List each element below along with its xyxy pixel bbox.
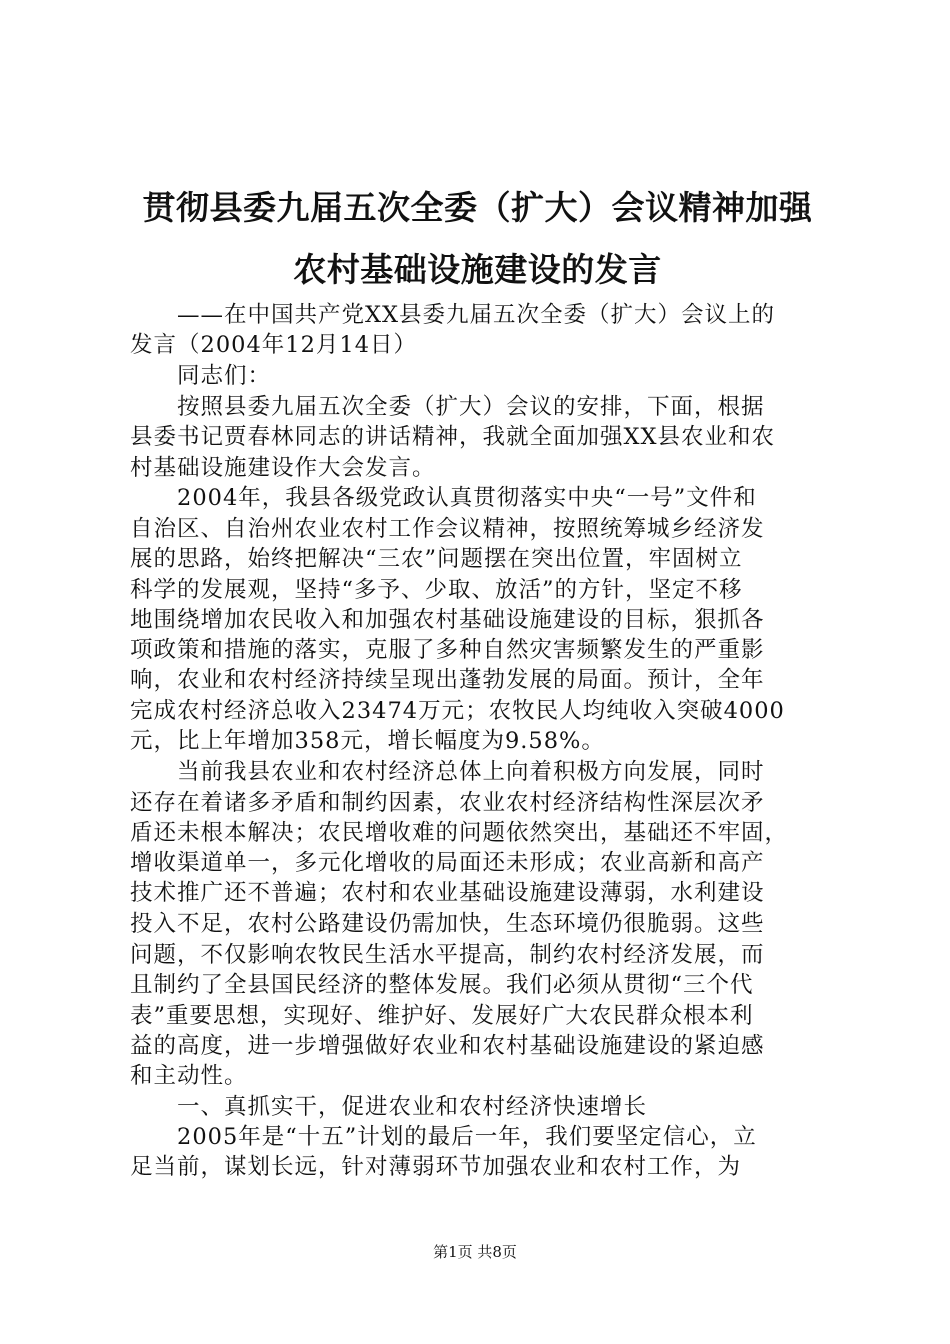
body-line: 项政策和措施的落实，克服了多种自然灾害频繁发生的严重影 [130,637,765,663]
body-line: 元，比上年增加358元，增长幅度为9.58%。 [130,728,605,754]
body-line: 2004年，我县各级党政认真贯彻落实中央“一号”文件和 [130,485,757,511]
body-line: 表”重要思想，实现好、维护好、发展好广大农民群众根本利 [130,1003,754,1029]
body-line: 响，农业和农村经济持续呈现出蓬勃发展的局面。预计，全年 [130,667,765,693]
body-line: 完成农村经济总收入23474万元；农牧民人均纯收入突破4000 [130,698,785,724]
body-line: 地围绕增加农民收入和加强农村基础设施建设的目标，狠抓各 [130,607,765,633]
body-line: 益的高度，进一步增强做好农业和农村基础设施建设的紧迫感 [130,1033,765,1059]
body-line: 技术推广还不普遍；农村和农业基础设施建设薄弱，水利建设 [130,880,765,906]
body-line: 和主动性。 [130,1063,248,1089]
body-line: 问题，不仅影响农牧民生活水平提高，制约农村经济发展，而 [130,942,765,968]
body-line: 投入不足，农村公路建设仍需加快，生态环境仍很脆弱。这些 [130,911,765,937]
document-title-line-1: 贯彻县委九届五次全委（扩大）会议精神加强 [142,188,813,227]
section-heading: 一、真抓实干，促进农业和农村经济快速增长 [130,1094,648,1120]
body-line: 足当前，谋划长远，针对薄弱环节加强农业和农村工作，为 [130,1154,742,1180]
body-line: 发言（2004年12月14日） [130,332,418,358]
body-line: 还存在着诸多矛盾和制约因素，农业农村经济结构性深层次矛 [130,790,765,816]
body-line: 2005年是“十五”计划的最后一年，我们要坚定信心，立 [130,1124,757,1150]
page-number-footer: 第1页 共8页 [433,1243,517,1261]
body-line: 按照县委九届五次全委（扩大）会议的安排，下面，根据 [130,394,765,420]
body-line: 自治区、自治州农业农村工作会议精神，按照统筹城乡经济发 [130,516,765,542]
body-line: 且制约了全县国民经济的整体发展。我们必须从贯彻“三个代 [130,972,754,998]
body-line: ——在中国共产党XX县委九届五次全委（扩大）会议上的 [130,302,776,328]
body-line: 当前我县农业和农村经济总体上向着积极方向发展，同时 [130,759,765,785]
body-line: 县委书记贾春林同志的讲话精神，我就全面加强XX县农业和农 [130,424,776,450]
body-line: 同志们： [130,363,272,389]
body-line: 展的思路，始终把解决“三农”问题摆在突出位置，牢固树立 [130,546,743,572]
body-line: 盾还未根本解决；农民增收难的问题依然突出，基础还不牢固， [130,820,789,846]
body-line: 增收渠道单一，多元化增收的局面还未形成；农业高新和高产 [130,850,765,876]
body-line: 村基础设施建设作大会发言。 [130,455,436,481]
body-line: 科学的发展观，坚持“多予、少取、放活”的方针，坚定不移 [130,577,743,603]
document-title-line-2: 农村基础设施建设的发言 [293,250,662,289]
